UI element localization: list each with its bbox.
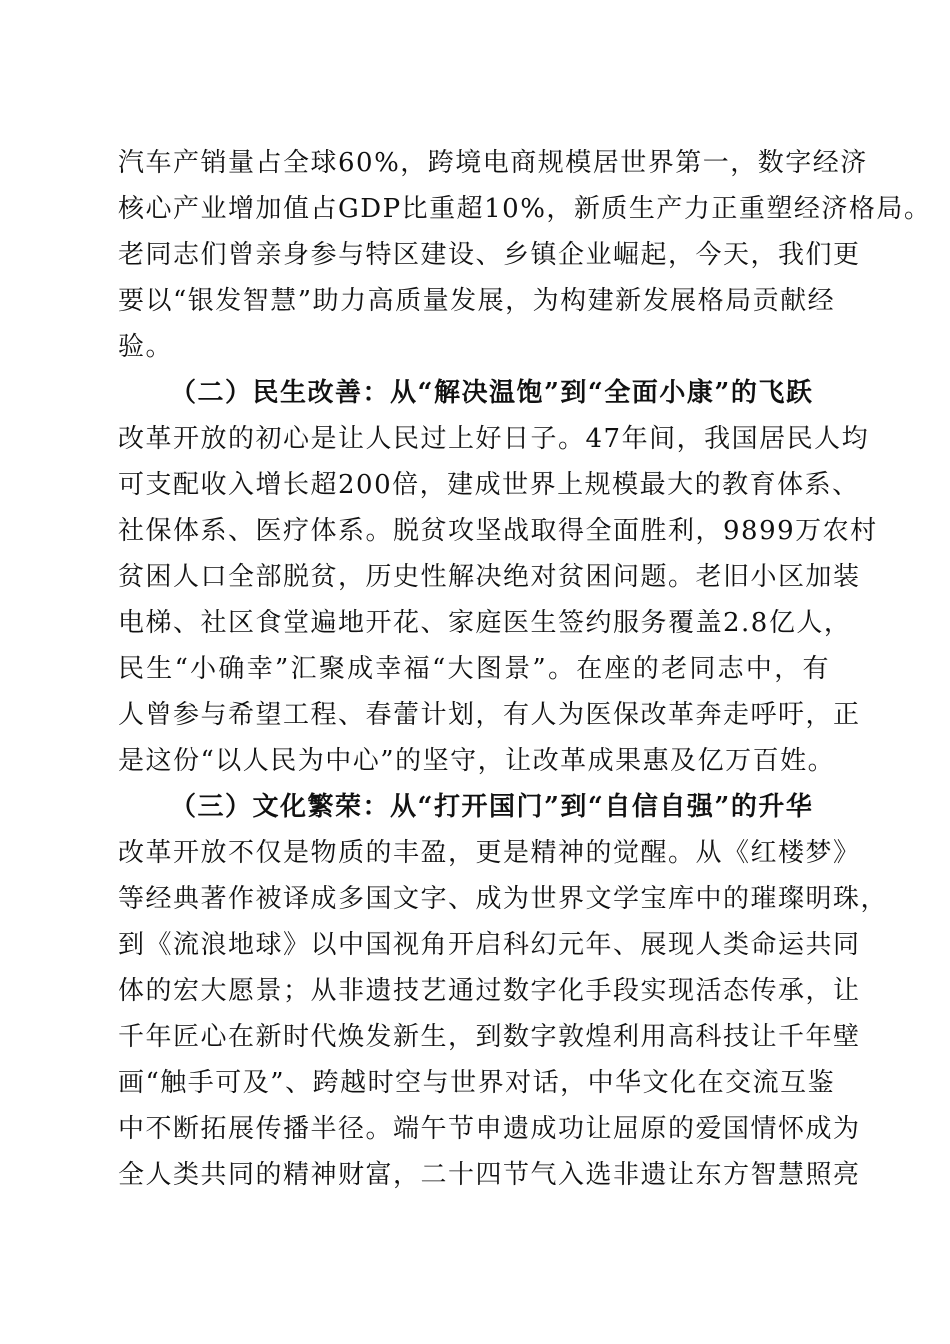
text-line: 老同志们曾亲身参与特区建设、乡镇企业崛起，今天，我们更	[118, 240, 861, 270]
text-line: 是这份“以人民为中心”的坚守，让改革成果惠及亿万百姓。	[118, 746, 836, 776]
text-line: 人曾参与希望工程、春蕾计划，有人为医保改革奔走呼吁，正	[118, 700, 861, 730]
paragraph-economy-tail	[118, 140, 932, 370]
text-line: 要以“银发智慧”助力高质量发展，为构建新发展格局贡献经	[118, 286, 836, 316]
text-line: 等经典著作被译成多国文字、成为世界文学宝库中的璀璨明珠，	[118, 884, 889, 914]
text-line: 民生“小确幸”汇聚成幸福“大图景”。在座的老同志中，有	[118, 654, 830, 684]
text-line: 社保体系、医疗体系。脱贫攻坚战取得全面胜利，9899万农村	[118, 516, 878, 546]
text-line: 电梯、社区食堂遍地开花、家庭医生签约服务覆盖2.8亿人，	[118, 608, 852, 638]
text-line: 画“触手可及”、跨越时空与世界对话，中华文化在交流互鉴	[118, 1068, 836, 1098]
text-line: 改革开放的初心是让人民过上好日子。47年间，我国居民人均	[118, 424, 870, 454]
text-line: 到《流浪地球》以中国视角开启科幻元年、展现人类命运共同	[118, 930, 861, 960]
text-line: 汽车产销量占全球60%，跨境电商规模居世界第一，数字经济	[118, 148, 868, 178]
paragraph-livelihood	[118, 416, 878, 784]
text-line: 可支配收入增长超200倍，建成世界上规模最大的教育体系、	[118, 470, 860, 500]
text-line: 全人类共同的精神财富，二十四节气入选非遗让东方智慧照亮	[118, 1160, 861, 1190]
text-line: 中不断拓展传播半径。端午节申遗成功让屈原的爱国情怀成为	[118, 1114, 861, 1144]
paragraph-culture	[118, 830, 889, 1198]
section-heading-culture: （三）文化繁荣：从“打开国门”到“自信自强”的升华	[170, 792, 814, 822]
text-line: 验。	[118, 332, 174, 362]
text-line: 体的宏大愿景；从非遗技艺通过数字化手段实现活态传承，让	[118, 976, 861, 1006]
document-body	[118, 140, 932, 1198]
text-line: 改革开放不仅是物质的丰盈，更是精神的觉醒。从《红楼梦》	[118, 838, 861, 868]
text-line: 贫困人口全部脱贫，历史性解决绝对贫困问题。老旧小区加装	[118, 562, 861, 592]
text-line: 千年匠心在新时代焕发新生，到数字敦煌利用高科技让千年壁	[118, 1022, 861, 1052]
section-heading-livelihood: （二）民生改善：从“解决温饱”到“全面小康”的飞跃	[170, 378, 814, 408]
text-line: 核心产业增加值占GDP比重超10%，新质生产力正重塑经济格局。	[118, 194, 932, 224]
